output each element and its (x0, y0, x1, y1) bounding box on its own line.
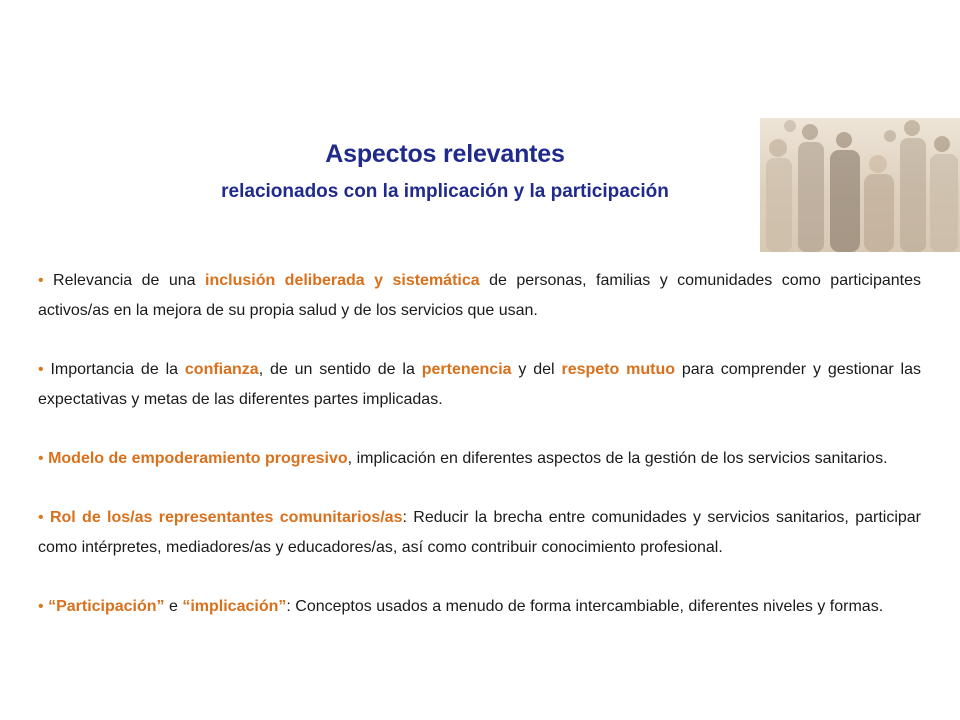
bullet-text: e (164, 598, 183, 615)
bullet-text: Relevancia de una (53, 272, 206, 289)
bullet-dot-icon: • (38, 509, 44, 526)
bullet-item (38, 592, 921, 622)
bullet-text: : Reducir la brecha entre comunidades y servicios sanitarios, participar como intérpretes, mediadores/as y educadores/as, así como contribuir conocimiento profesional. (38, 509, 921, 556)
bullet-text: de personas, familias y comunidades como participantes activos/as en la mejora de su propia salud y de los servicios que usan. (38, 272, 922, 319)
bullet-text: , implicación en diferentes aspectos de la gestión de los servicios sanitarios. (347, 450, 888, 467)
bullet-dot-icon: • (38, 272, 44, 289)
bullet-highlight: “Participación” (48, 598, 165, 615)
page-title: Aspectos relevantes (325, 140, 565, 168)
bullet-text: Importancia de la (50, 361, 185, 378)
bullet-item (38, 266, 921, 326)
bullet-highlight: confianza (184, 361, 259, 378)
bullet-highlight: respeto mutuo (561, 361, 676, 378)
bullet-text: : Conceptos usados a menudo de forma intercambiable, diferentes niveles y formas. (286, 598, 884, 615)
bullet-highlight: pertenencia (421, 361, 512, 378)
bullet-highlight: inclusión deliberada y sistemática (205, 272, 480, 289)
bullet-text: para comprender y gestionar las expectativas y metas de las diferentes partes implicadas. (38, 361, 921, 408)
bullet-highlight: Rol de los/as representantes comunitarios/as (49, 509, 403, 526)
bullet-item (38, 444, 921, 474)
bullet-highlight: “implicación” (182, 598, 287, 615)
bullet-list (38, 266, 921, 651)
bullet-highlight: Modelo de empoderamiento progresivo (48, 450, 348, 467)
bullet-dot-icon: • (38, 361, 44, 378)
bullet-dot-icon: • (38, 598, 44, 615)
bullet-item (38, 355, 921, 415)
bullet-dot-icon: • (38, 450, 44, 467)
page-subtitle: relacionados con la implicación y la participación (221, 181, 669, 202)
bullet-text: , de un sentido de la (258, 361, 422, 378)
bullet-text: y del (511, 361, 562, 378)
bullet-item (38, 503, 921, 563)
